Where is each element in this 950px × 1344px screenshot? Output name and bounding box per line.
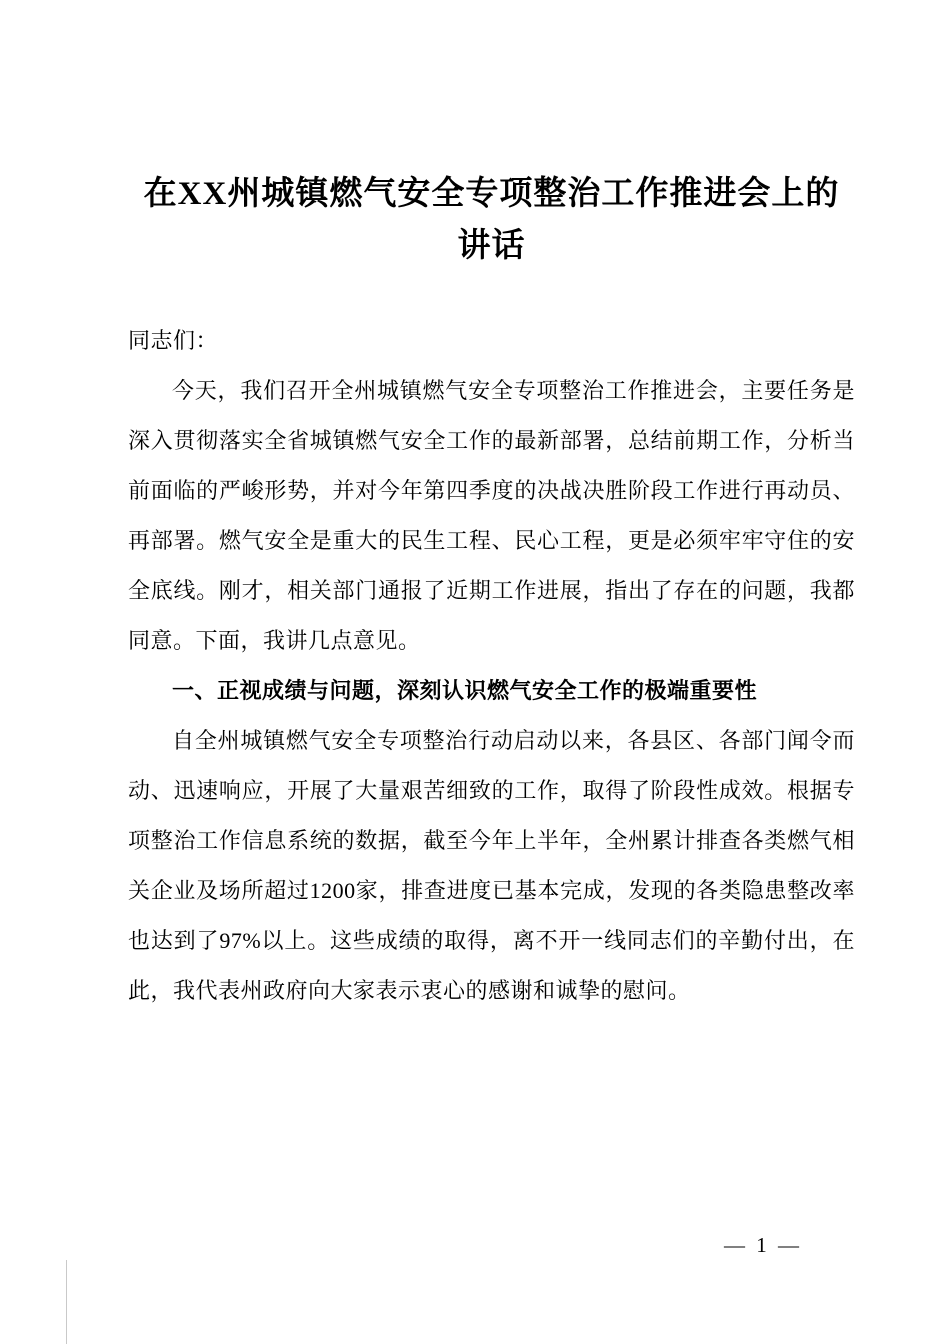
section-1-paragraph: 自全州城镇燃气安全专项整治行动启动以来，各县区、各部门闻令而动、迅速响应，开展了大量艰苦细致的工作，取得了阶段性成效。根据专项整治工作信息系统的数据，截至今年上半年，全州累计排查各类燃气相关企业及场所超过1200家，排查进度已基本完成，发现的各类隐患整改率也达到了97%以上。这些成绩的取得，离不开一线同志们的辛勤付出，在此，我代表州政府向大家表示衷心的感谢和诚挚的慰问。	[128, 728, 855, 1004]
document-title: 在XX州城镇燃气安全专项整治工作推进会上的讲话	[143, 176, 840, 265]
document-body	[128, 316, 855, 1016]
page-edge-line	[66, 1260, 67, 1344]
section-1-heading: 一、正视成绩与问题，深刻认识燃气安全工作的极端重要性	[172, 678, 758, 704]
paragraph-intro: 今天，我们召开全州城镇燃气安全专项整治工作推进会，主要任务是深入贯彻落实全省城镇燃气安全工作的最新部署，总结前期工作，分析当前面临的严峻形势，并对今年第四季度的决战决胜阶段工作进行再动员、再部署。燃气安全是重大的民生工程、民心工程，更是必须牢牢守住的安全底线。刚才，相关部门通报了近期工作进展，指出了存在的问题，我都同意。下面，我讲几点意见。	[128, 378, 855, 654]
page-number: — 1 —	[724, 1233, 802, 1257]
salutation: 同志们：	[128, 328, 219, 354]
